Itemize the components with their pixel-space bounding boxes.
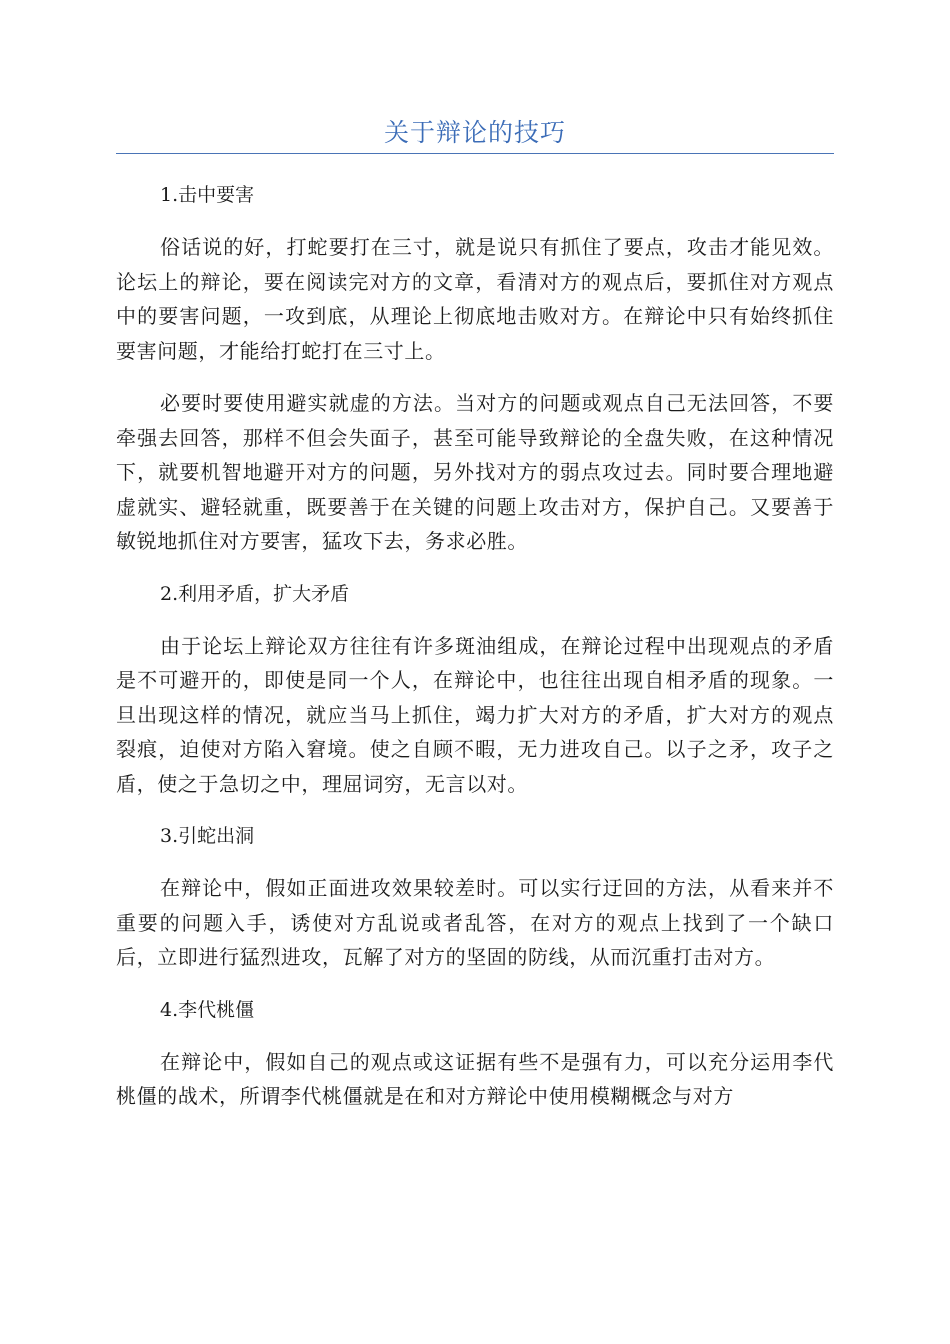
paragraph: 必要时要使用避实就虚的方法。当对方的问题或观点自己无法回答，不要牵强去回答，那样不但会失面子，甚至可能导致辩论的全盘失败，在这种情况下，就要机智地避开对方的问题，另外找对方的弱点攻过去。同时要合理地避虚就实、避轻就重，既要善于在关键的问题上攻击对方，保护自己。又要善于敏锐地抓住对方要害，猛攻下去，务求必胜。	[116, 391, 834, 553]
document-title: 关于辩论的技巧	[383, 118, 566, 147]
paragraph: 俗话说的好，打蛇要打在三寸，就是说只有抓住了要点，攻击才能见效。论坛上的辩论，要在阅读完对方的文章，看清对方的观点后，要抓住对方观点中的要害问题，一攻到底，从理论上彻底地击败对方。在辩论中只有始终抓住要害问题，才能给打蛇打在三寸上。	[116, 235, 834, 363]
paragraph: 在辩论中，假如自己的观点或这证据有些不是强有力，可以充分运用李代桃僵的战术，所谓李代桃僵就是在和对方辩论中使用模糊概念与对方	[116, 1049, 834, 1108]
section-heading-4: 4.李代桃僵	[160, 998, 255, 1021]
section-heading-2: 2.利用矛盾，扩大矛盾	[160, 582, 350, 605]
paragraph: 在辩论中，假如正面进攻效果较差时。可以实行迂回的方法，从看来并不重要的问题入手，诱使对方乱说或者乱答，在对方的观点上找到了一个缺口后，立即进行猛烈进攻，瓦解了对方的坚固的防线，从而沉重打击对方。	[116, 876, 834, 969]
section-heading-3: 3.引蛇出洞	[160, 825, 255, 847]
paragraph: 由于论坛上辩论双方往往有许多斑油组成，在辩论过程中出现观点的矛盾是不可避开的，即使是同一个人，在辩论中，也往往出现自相矛盾的现象。一旦出现这样的情况，就应当马上抓住，竭力扩大对方的矛盾，扩大对方的观点裂痕，迫使对方陷入窘境。使之自顾不暇，无力进攻自己。以子之矛，攻子之盾，使之于急切之中，理屈词穷，无言以对。	[116, 633, 834, 796]
document-body	[116, 178, 834, 1114]
section-heading-1: 1.击中要害	[160, 184, 255, 206]
title-underline	[116, 153, 834, 154]
document-page	[116, 0, 834, 1344]
